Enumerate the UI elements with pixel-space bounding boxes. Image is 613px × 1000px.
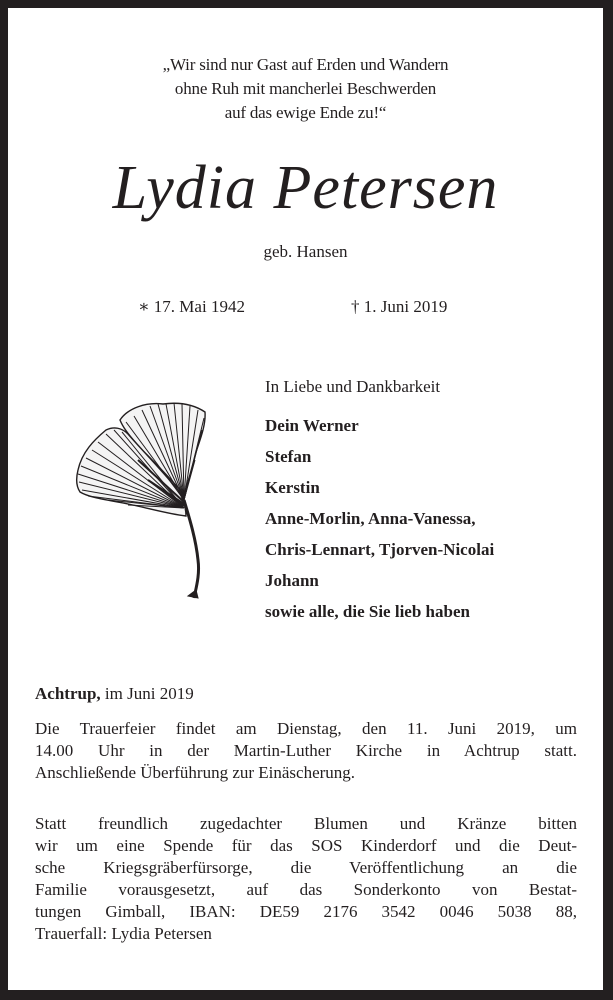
death-date: † 1. Juni 2019 bbox=[351, 297, 448, 316]
quote-line: „Wir sind nur Gast auf Erden und Wandern bbox=[162, 55, 449, 74]
mourner-name: Johann bbox=[265, 571, 319, 590]
paragraph-line: Anschließende Überführung zur Einäscherung. bbox=[35, 763, 356, 782]
mourner-name: Dein Werner bbox=[265, 416, 359, 435]
mourners-list bbox=[265, 410, 494, 627]
mourner-name: Chris-Lennart, Tjorven-Nicolai bbox=[265, 540, 495, 559]
mourners-intro: In Liebe und Dankbarkeit bbox=[265, 377, 441, 396]
paragraph-line: tungen Gimball, IBAN: DE59 2176 3542 0046 5038 88, bbox=[35, 902, 577, 921]
maiden-name: geb. Hansen bbox=[263, 242, 348, 261]
quote-line: auf das ewige Ende zu!“ bbox=[224, 103, 387, 122]
place-name: Achtrup, bbox=[35, 684, 101, 703]
paragraph-line: sche Kriegsgräberfürsorge, die Veröffentlichung an die bbox=[35, 858, 577, 877]
paragraph-line: Die Trauerfeier findet am Dienstag, den 11. Juni 2019, um bbox=[35, 719, 577, 738]
paragraph-line: Familie vorausgesetzt, auf das Sonderkonto von Bestat- bbox=[35, 880, 577, 899]
ginkgo-leaf-icon bbox=[68, 390, 208, 605]
mourner-name: Anne-Morlin, Anna-Vanessa, bbox=[265, 509, 476, 528]
mourner-name: sowie alle, die Sie lieb haben bbox=[265, 602, 470, 621]
donation-info-paragraph bbox=[35, 813, 577, 945]
deceased-name: Lydia Petersen bbox=[112, 154, 499, 222]
obituary-card bbox=[8, 8, 603, 990]
date-text: im Juni 2019 bbox=[100, 684, 194, 703]
paragraph-line: Statt freundlich zugedachter Blumen und Kränze bitten bbox=[35, 814, 577, 833]
paragraph-line: wir um eine Spende für das SOS Kinderdorf und die Deut- bbox=[35, 836, 577, 855]
quote-block bbox=[8, 53, 603, 125]
funeral-info-paragraph bbox=[35, 718, 577, 784]
mourners-block bbox=[265, 376, 494, 627]
paragraph-line: 14.00 Uhr in der Martin-Luther Kirche in Achtrup statt. bbox=[35, 741, 577, 760]
mourner-name: Stefan bbox=[265, 447, 312, 466]
quote-line: ohne Ruh mit mancherlei Beschwerden bbox=[174, 79, 437, 98]
place-date-line bbox=[35, 684, 194, 704]
birth-date: ∗ 17. Mai 1942 bbox=[138, 297, 245, 316]
paragraph-line: Trauerfall: Lydia Petersen bbox=[35, 924, 212, 943]
mourner-name: Kerstin bbox=[265, 478, 320, 497]
